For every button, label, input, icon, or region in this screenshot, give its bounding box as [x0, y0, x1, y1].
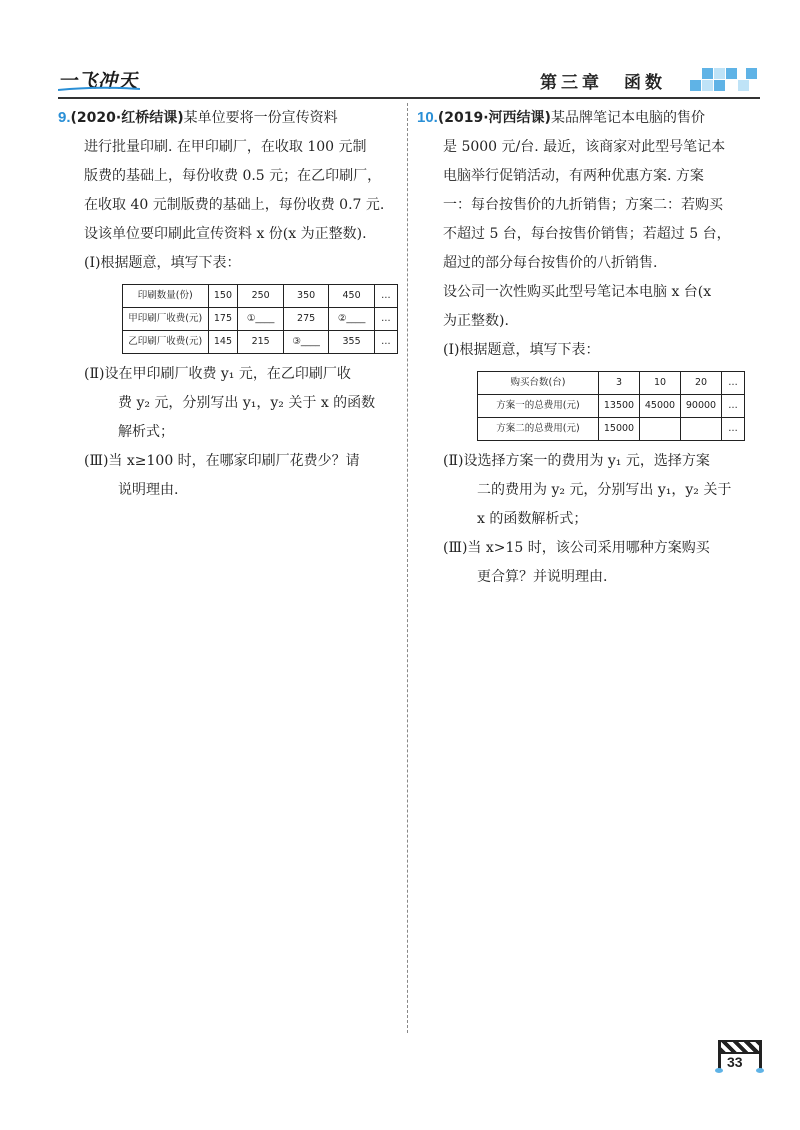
table-cell: 乙印刷厂收费(元): [123, 331, 209, 354]
q10-line: 一：每台按售价的九折销售；方案二：若购买: [443, 197, 723, 213]
table-row: [123, 331, 398, 354]
table-cell: 215: [238, 331, 283, 354]
q9-line: 在收取 40 元制版费的基础上，每份收费 0.7 元.: [84, 197, 385, 213]
question-10: [417, 103, 760, 592]
flag-pole-icon: [718, 1040, 721, 1070]
table-cell: 450: [329, 285, 374, 308]
q9-part-3: (Ⅲ)当 x≥100 时，在哪家印刷厂花费少？请: [84, 453, 360, 469]
table-cell: 3: [599, 372, 640, 395]
table-cell: 10: [640, 372, 681, 395]
header-rule: [58, 97, 760, 99]
q10-line: 是 5000 元/台. 最近，该商家对此型号笔记本: [443, 139, 726, 155]
column-divider: [407, 103, 408, 1033]
table-row: [478, 418, 745, 441]
q9-stem: [58, 103, 398, 133]
dot-icon: [756, 1068, 764, 1073]
q10-source: (2019·河西结课): [437, 110, 551, 126]
q10-part-2: (Ⅱ)设选择方案一的费用为 y₁ 元，选择方案: [443, 453, 710, 469]
table-cell: 250: [238, 285, 283, 308]
table-cell: …: [374, 285, 397, 308]
blank-cell[interactable]: [640, 418, 681, 441]
table-cell: 175: [208, 308, 238, 331]
q9-number: 9.: [58, 109, 71, 126]
brand-logo: 一飞冲天: [58, 70, 139, 92]
table-cell: 45000: [640, 395, 681, 418]
q9-part-1: (Ⅰ)根据题意，填写下表：: [84, 255, 241, 271]
table-cell: …: [722, 418, 745, 441]
question-9: [58, 103, 398, 505]
q9-part-3: 说明理由.: [118, 482, 179, 498]
q9-part-2: 费 y₂ 元，分别写出 y₁，y₂ 关于 x 的函数: [118, 395, 376, 411]
q9-table: [122, 284, 398, 354]
q10-line: 超过的部分每台按售价的八折销售.: [443, 255, 658, 271]
page-number-badge: [718, 1040, 764, 1074]
q9-line: 版费的基础上，每份收费 0.5 元；在乙印刷厂，: [84, 168, 382, 184]
checkered-flag-icon: [718, 1040, 762, 1054]
q10-line: 为正整数).: [443, 313, 509, 329]
brand-swoosh-icon: [58, 86, 140, 92]
q10-table: [477, 371, 745, 441]
q9-line: 设该单位要印刷此宣传资料 x 份(x 为正整数).: [84, 226, 367, 242]
table-cell: 印刷数量(份): [123, 285, 209, 308]
q9-part-2: 解析式；: [118, 424, 174, 440]
q10-part-1: (Ⅰ)根据题意，填写下表：: [443, 342, 600, 358]
q10-stem: [417, 103, 760, 133]
table-row: [123, 285, 398, 308]
table-row: [123, 308, 398, 331]
table-cell: 购买台数(台): [478, 372, 599, 395]
q10-part-2: 二的费用为 y₂ 元，分别写出 y₁，y₂ 关于: [477, 482, 732, 498]
table-cell: 275: [283, 308, 328, 331]
table-row: [478, 372, 745, 395]
q9-line: 某单位要将一份宣传资料: [183, 110, 338, 126]
table-cell: 方案一的总费用(元): [478, 395, 599, 418]
table-cell: 355: [329, 331, 374, 354]
decorative-squares-icon: [680, 64, 758, 94]
q10-part-3: 更合算？并说明理由.: [477, 569, 608, 585]
table-cell: …: [722, 372, 745, 395]
dot-icon: [715, 1068, 723, 1073]
q9-part-2: (Ⅱ)设在甲印刷厂收费 y₁ 元，在乙印刷厂收: [84, 366, 351, 382]
blank-cell-3[interactable]: ③____: [283, 331, 328, 354]
q10-line: 设公司一次性购买此型号笔记本电脑 x 台(x: [443, 284, 712, 300]
q9-source: (2020·红桥结课): [70, 110, 184, 126]
page-number: 33: [727, 1054, 743, 1070]
q10-part-3: (Ⅲ)当 x>15 时，该公司采用哪种方案购买: [443, 540, 710, 556]
table-cell: …: [374, 308, 397, 331]
table-cell: 15000: [599, 418, 640, 441]
table-cell: …: [374, 331, 397, 354]
q10-line: 电脑举行促销活动，有两种优惠方案. 方案: [443, 168, 704, 184]
q10-line: 某品牌笔记本电脑的售价: [550, 110, 705, 126]
table-cell: 350: [283, 285, 328, 308]
blank-cell-2[interactable]: ②____: [329, 308, 374, 331]
table-cell: 甲印刷厂收费(元): [123, 308, 209, 331]
table-cell: 方案二的总费用(元): [478, 418, 599, 441]
chapter-title: 第三章 函数: [540, 73, 666, 93]
table-cell: 145: [208, 331, 238, 354]
table-cell: 20: [681, 372, 722, 395]
table-cell: 150: [208, 285, 238, 308]
blank-cell-1[interactable]: ①____: [238, 308, 283, 331]
q9-line: 进行批量印刷. 在甲印刷厂，在收取 100 元制: [84, 139, 367, 155]
q10-number: 10.: [417, 109, 438, 126]
flag-pole-icon: [759, 1040, 762, 1070]
table-cell: 90000: [681, 395, 722, 418]
table-row: [478, 395, 745, 418]
q10-part-2: x 的函数解析式；: [477, 511, 588, 527]
table-cell: …: [722, 395, 745, 418]
blank-cell[interactable]: [681, 418, 722, 441]
table-cell: 13500: [599, 395, 640, 418]
q10-line: 不超过 5 台，每台按售价销售；若超过 5 台，: [443, 226, 731, 242]
page-header: [58, 60, 758, 100]
